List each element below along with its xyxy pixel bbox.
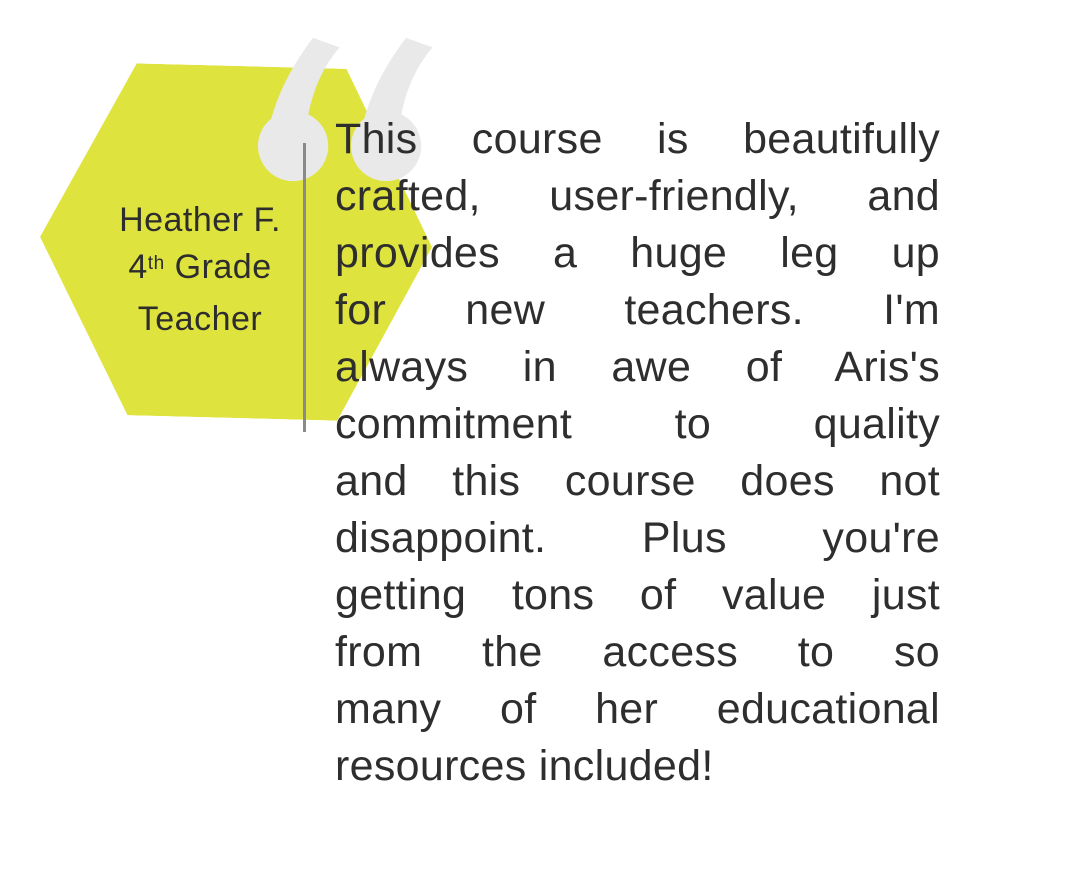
quote-comma-left <box>258 38 340 181</box>
quote-line: disappoint. Plus you're <box>335 514 940 562</box>
quote-line: resources included! <box>335 742 714 790</box>
quote-line: and this course does not <box>335 457 940 505</box>
quote-line: crafted, user-friendly, and <box>335 172 940 220</box>
quote-line: commitment to quality <box>335 400 940 448</box>
quote-line: provides a huge leg up <box>335 229 940 277</box>
author-grade-ordinal: th <box>147 252 165 274</box>
author-grade <box>55 244 345 296</box>
quote-line: from the access to so <box>335 628 940 676</box>
author-role: Teacher <box>137 300 263 338</box>
quote-line: always in awe of Aris's <box>335 343 940 391</box>
author-block <box>55 197 345 343</box>
quote-line: many of her educational <box>335 685 940 733</box>
quote-line: getting tons of value just <box>335 571 940 619</box>
quote-line: for new teachers. I'm <box>335 286 940 334</box>
author-name: Heather F. <box>119 201 281 239</box>
author-grade-number: 4 <box>128 248 148 286</box>
quote-text <box>335 111 940 795</box>
author-grade-word: Grade <box>164 248 272 286</box>
quote-line: This course is beautifully <box>335 115 940 163</box>
